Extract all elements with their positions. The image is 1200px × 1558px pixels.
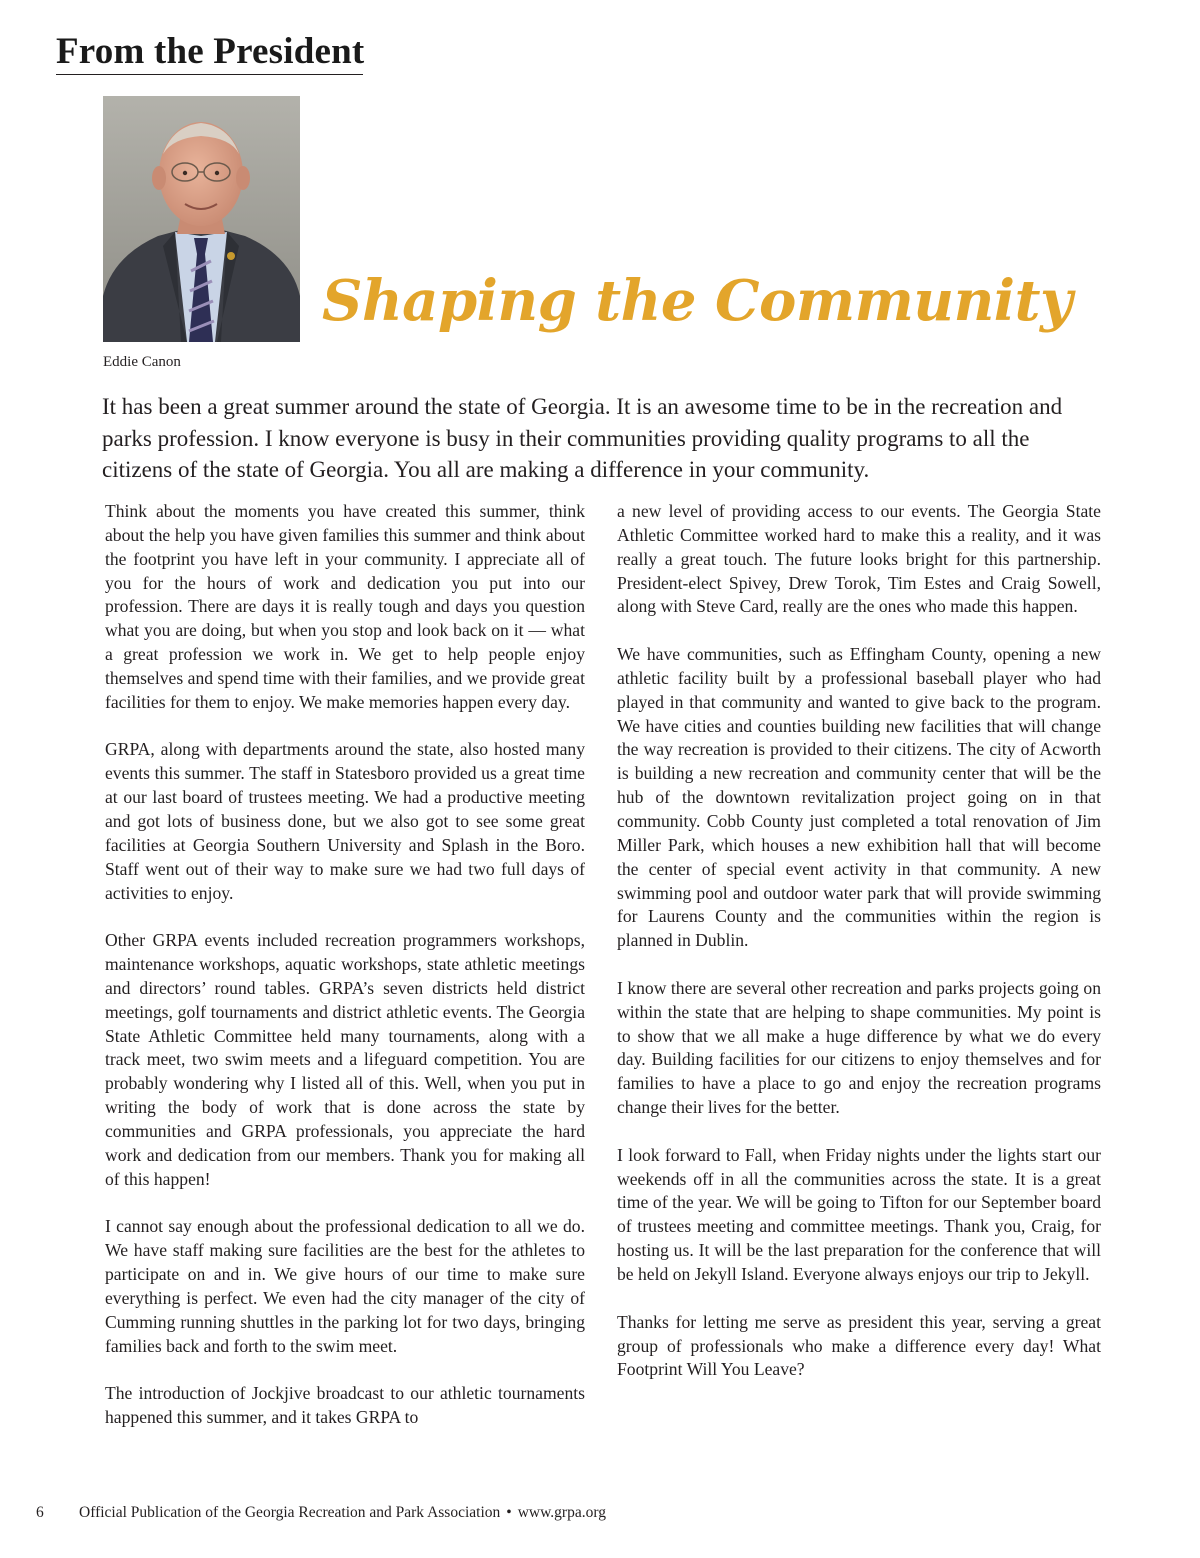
body-paragraph: The introduction of Jockjive broadcast to our athletic tournaments happened this summer, and it takes GRPA to [105, 1383, 585, 1428]
body-paragraph: I look forward to Fall, when Friday nights under the lights start our weekends off in all the communities across the state. It is a great time of the year. We will be going to Tifton for our September board of trustees meeting and committee meetings. Thank you, Craig, for hosting us. It will be the last preparation for the conference that will be held on Jekyll Island. Everyone always enjoys our trip to Jekyll. [617, 1144, 1101, 1284]
section-title-underline [56, 74, 363, 75]
photo-caption: Eddie Canon [103, 354, 181, 370]
publication-name: Official Publication of the Georgia Recreation and Park Association [79, 1504, 501, 1521]
page-number: 6 [36, 1504, 44, 1521]
body-column-left [105, 500, 585, 1430]
president-portrait-photo [103, 96, 300, 342]
section-title: From the President [56, 31, 365, 72]
body-paragraph: Thanks for letting me serve as president this year, serving a great group of professionals who make a difference every day! What Footprint Will You Leave? [617, 1311, 1101, 1380]
body-paragraph: GRPA, along with departments around the state, also hosted many events this summer. The staff in Statesboro provided us a great time at our last board of trustees meeting. We had a productive meeting and got lots of business done, but we also got to see some great facilities at Georgia Southern University and Splash in the Boro. Staff went out of their way to make sure we had two full days of activities to enjoy. [105, 739, 585, 903]
body-paragraph: a new level of providing access to our events. The Georgia State Athletic Committee worked hard to make this a reality, and it was really a great touch. The future looks bright for this partnership. President-elect Spivey, Drew Torok, Tim Estes and Craig Sowell, along with Steve Card, really are the ones who made this happen. [617, 501, 1101, 617]
body-paragraph: Other GRPA events included recreation programmers workshops, maintenance workshops, aquatic workshops, state athletic meetings and directors’ round tables. GRPA’s seven districts held district meetings, golf tournaments and district athletic events. The Georgia State Athletic Committee held many tournaments, along with a track meet, two swim meets and a lifeguard competition. You are probably wondering why I listed all of this. Well, when you put in writing the body of work that is done across the state by communities and GRPA professionals, you appreciate the hard work and dedication from our members. Thank you for making all of this happen! [105, 930, 585, 1189]
body-paragraph: I cannot say enough about the professional dedication to all we do. We have staff making sure facilities are the best for the athletes to participate on and in. We give hours of our time to make sure everything is perfect. We even had the city manager of the city of Cumming running shuttles in the parking lot for two days, bringing families back and forth to the swim meet. [105, 1216, 585, 1356]
lead-paragraph: It has been a great summer around the state of Georgia. It is an awesome time to be in the recreation and parks profession. I know everyone is busy in their communities providing quality programs to all the citizens of the state of Georgia. You all are making a difference in your community. [102, 394, 1063, 482]
article-headline: Shaping the Community [322, 268, 1072, 334]
body-paragraph: We have communities, such as Effingham County, opening a new athletic facility built by a professional baseball player who had played in that community and wanted to give back to the program. We have cities and counties building new facilities that will change the way recreation is provided to their citizens. The city of Acworth is building a new recreation and community center that will be the hub of the downtown revitalization project going on in that community. Cobb County just completed a total renovation of Jim Miller Park, which houses a new exhibition hall that will become the center of special event activity in that community. A new swimming pool and outdoor water park that will provide swimming for Laurens County and the communities within the region is planned in Dublin. [617, 644, 1101, 951]
website-link[interactable]: www.grpa.org [517, 1504, 606, 1521]
body-paragraph: I know there are several other recreation and parks projects going on within the state that are helping to shape communities. My point is to show that we all make a huge difference by what we do every day. Building facilities for our citizens to enjoy themselves and for families to have a place to go and enjoy the recreation programs change their lives for the better. [617, 977, 1101, 1118]
body-column-right [617, 500, 1101, 1382]
footer-separator: • [506, 1504, 512, 1521]
page-footer [36, 1504, 606, 1522]
portrait-illustration [103, 96, 300, 342]
body-paragraph: Think about the moments you have created this summer, think about the help you have given families this summer and think about the footprint you have left in your community. I appreciate all of you for the hours of work and dedication you put into our profession. There are days it is really tough and days you question what you are doing, but when you stop and look back on it — what a great profession we work in. We get to help people enjoy themselves and spend time with their families, and we provide great facilities for them to enjoy. We make memories happen every day. [105, 501, 585, 712]
